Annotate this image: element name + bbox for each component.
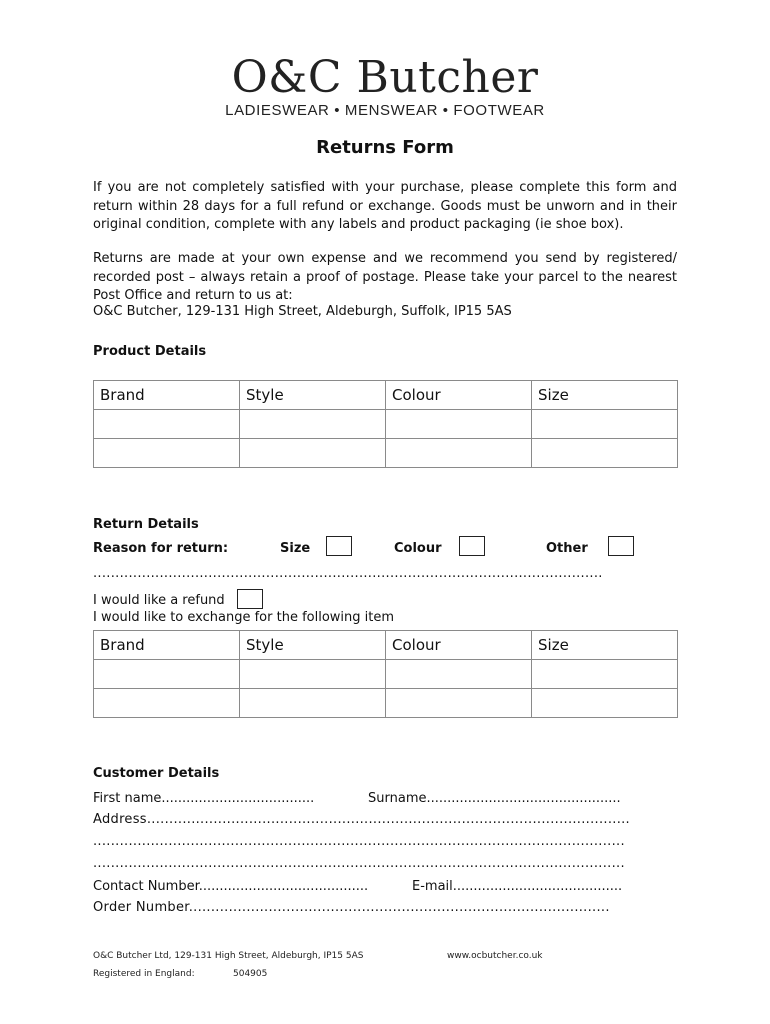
table-cell[interactable] [386,410,532,439]
surname-field[interactable]: Surname............................................... [368,791,621,806]
exchange-label: I would like to exchange for the following item [93,610,395,625]
reason-size-label: Size [280,541,311,556]
table-cell[interactable] [94,660,240,689]
exchange-items-table [93,630,678,718]
footer-registered-number: 504905 [233,969,268,979]
table-row [94,689,678,718]
contact-number-field[interactable]: Contact Number......................................... [93,879,369,894]
table-cell[interactable] [94,689,240,718]
table-cell[interactable] [240,410,386,439]
column-header-brand: Brand [94,631,240,660]
return-address: O&C Butcher, 129-131 High Street, Aldeburgh, Suffolk, IP15 5AS [93,304,512,319]
column-header-brand: Brand [94,381,240,410]
table-cell[interactable] [532,689,678,718]
product-details-table [93,380,678,468]
footer-website[interactable]: www.ocbutcher.co.uk [447,951,543,961]
email-field[interactable]: E-mail......................................... [412,879,623,894]
footer-registered-label: Registered in England: [93,969,195,979]
footer-company: O&C Butcher Ltd, 129-131 High Street, Aldeburgh, IP15 5AS [93,951,364,961]
table-row [94,410,678,439]
table-cell[interactable] [240,689,386,718]
table-cell[interactable] [532,660,678,689]
table-row [94,660,678,689]
order-number-field[interactable]: Order Number............................................................................................... [93,900,610,915]
table-header-row [94,381,678,410]
table-row [94,439,678,468]
table-cell[interactable] [94,410,240,439]
table-cell[interactable] [94,439,240,468]
table-cell[interactable] [240,660,386,689]
column-header-colour: Colour [386,631,532,660]
column-header-size: Size [532,381,678,410]
table-cell[interactable] [386,439,532,468]
column-header-colour: Colour [386,381,532,410]
return-details-heading: Return Details [93,517,199,532]
reason-details-line[interactable]: ................................................................................................................... [93,566,603,581]
reason-size-checkbox[interactable] [326,536,352,556]
table-cell[interactable] [532,439,678,468]
table-cell[interactable] [386,689,532,718]
reason-for-return-label: Reason for return: [93,541,229,556]
refund-checkbox[interactable] [237,589,263,609]
column-header-style: Style [240,381,386,410]
first-name-field[interactable]: First name..................................... [93,791,315,806]
reason-colour-label: Colour [394,541,442,556]
reason-other-label: Other [546,541,588,556]
address-line-2[interactable]: ........................................................................................................................ [93,834,625,849]
brand-tagline: LADIESWEAR • MENSWEAR • FOOTWEAR [225,102,545,119]
address-line-3[interactable]: ........................................................................................................................ [93,856,625,871]
column-header-style: Style [240,631,386,660]
page-title: Returns Form [316,137,454,158]
table-cell[interactable] [532,410,678,439]
brand-logo-name: O&C Butcher [231,52,539,103]
table-cell[interactable] [386,660,532,689]
reason-colour-checkbox[interactable] [459,536,485,556]
reason-other-checkbox[interactable] [608,536,634,556]
column-header-size: Size [532,631,678,660]
customer-details-heading: Customer Details [93,766,220,781]
intro-paragraph-1: If you are not completely satisfied with your purchase, please complete this form and return within 28 days for a full refund or exchange. Goods must be unworn and in their original condition, complete with any labels and product packaging (ie shoe box). [93,180,677,232]
table-cell[interactable] [240,439,386,468]
table-header-row [94,631,678,660]
address-field[interactable]: Address............................................................................................................. [93,812,630,827]
product-details-heading: Product Details [93,344,207,359]
refund-label: I would like a refund [93,593,225,608]
intro-paragraph-2: Returns are made at your own expense and we recommend you send by registered/ recorded post – always retain a proof of postage. Please take your parcel to the nearest Post Office and return to us at: [93,251,677,303]
